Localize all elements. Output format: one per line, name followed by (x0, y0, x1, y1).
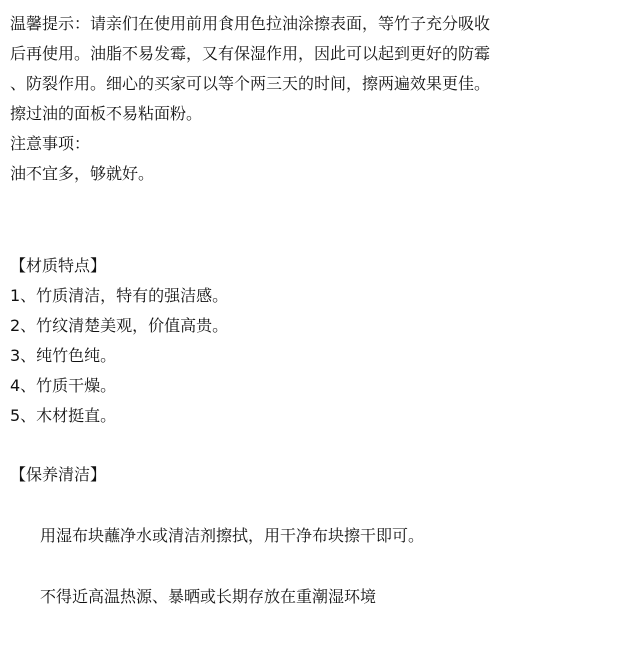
material-item-4: 4、竹质干燥。 (10, 376, 117, 395)
tips-line-2: 后再使用。油脂不易发霉，又有保湿作用，因此可以起到更好的防霉 (10, 44, 491, 63)
tips-line-1: 温馨提示：请亲们在使用前用食用色拉油涂擦表面，等竹子充分吸收 (10, 14, 491, 33)
material-item-3: 3、纯竹色纯。 (10, 346, 117, 365)
tips-line-4: 擦过油的面板不易粘面粉。 (10, 104, 203, 123)
material-item-5: 5、木材挺直。 (10, 406, 117, 425)
care-paragraph-1: 用湿布块蘸净水或清洁剂擦拭，用干净布块擦干即可。 (40, 526, 425, 545)
material-item-1: 1、竹质清洁，特有的强洁感。 (10, 286, 229, 305)
care-section-title: 【保养清洁】 (10, 465, 107, 484)
notice-title: 注意事项： (10, 134, 91, 153)
care-paragraph-2: 不得近高温热源、暴晒或长期存放在重潮湿环境 (40, 587, 377, 606)
material-section-title: 【材质特点】 (10, 256, 107, 275)
material-item-2: 2、竹纹清楚美观，价值高贵。 (10, 316, 229, 335)
notice-text: 油不宜多，够就好。 (10, 164, 155, 183)
tips-line-3: 、防裂作用。细心的买家可以等个两三天的时间，擦两遍效果更佳。 (10, 74, 491, 93)
